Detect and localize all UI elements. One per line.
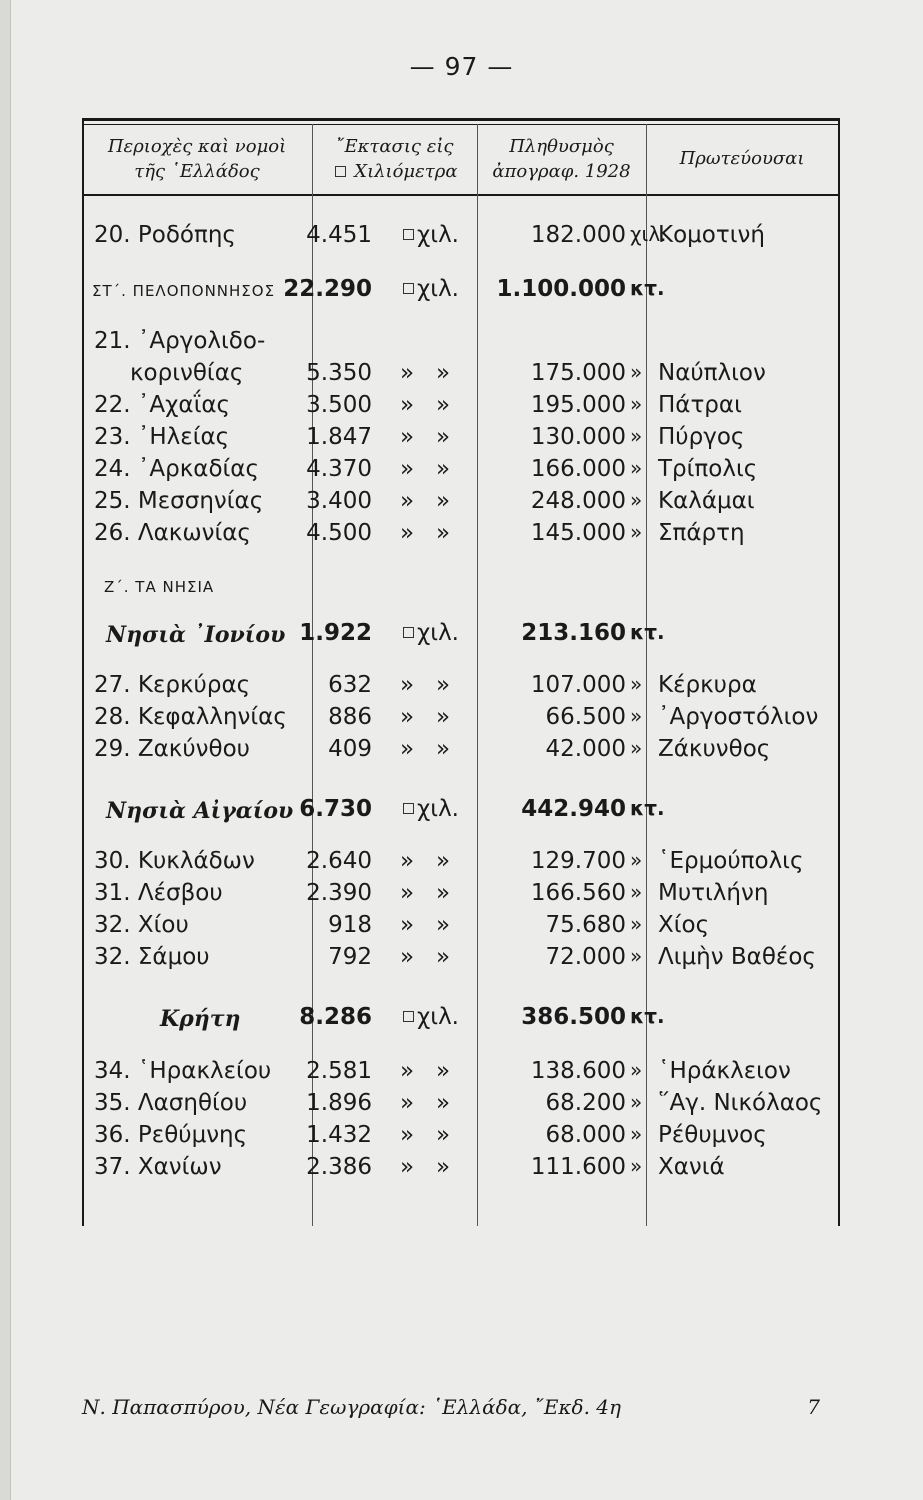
footer-citation: Ν. Παπασπύρου, Νέα Γεωγραφία: ῾Ελλάδα, ῎Εκδ. 4η: [82, 1395, 622, 1419]
unit-text: χιλ.: [417, 620, 459, 646]
row-pop: 42.000: [545, 736, 626, 762]
row-pop: 68.200: [545, 1090, 626, 1116]
row-pop-unit: χιλ.: [630, 222, 667, 246]
section-pop: 386.500: [521, 1004, 626, 1030]
row-pop: 195.000: [530, 392, 626, 418]
row-pop: 130.000: [530, 424, 626, 450]
row-area: 918: [328, 912, 372, 938]
row-area: 2.390: [306, 880, 372, 906]
section-label: Ζ΄. ΤΑ ΝΗΣΙΑ: [104, 578, 215, 596]
ditto-marks: » »: [400, 1058, 451, 1084]
section-area: 1.922: [299, 620, 372, 646]
ditto-mark: »: [630, 944, 643, 968]
row-pop: 107.000: [530, 672, 626, 698]
row-capital: Χίος: [658, 912, 710, 938]
ditto-mark: »: [630, 672, 643, 696]
row-name: 34. ῾Ηρακλείου: [94, 1058, 272, 1084]
section-pop-unit: κτ.: [630, 620, 665, 644]
row-name: 21. ᾿Αργολιδο-: [94, 328, 266, 354]
row-area: 792: [328, 944, 372, 970]
square-symbol-icon: [403, 283, 414, 294]
row-area: 2.386: [306, 1154, 372, 1180]
row-name: 20. Ροδόπης: [94, 222, 236, 248]
section-label: Νησιὰ ᾿Ιονίου: [106, 622, 286, 648]
ditto-marks: » »: [400, 736, 451, 762]
ditto-marks: » »: [400, 848, 451, 874]
row-capital: Ρέθυμνος: [658, 1122, 767, 1148]
row-pop: 129.700: [530, 848, 626, 874]
table-row: [82, 880, 840, 912]
header-population-line2: ἀπογραφ. 1928: [492, 161, 631, 182]
row-area: 4.500: [306, 520, 372, 546]
row-capital: Καλάμαι: [658, 488, 755, 514]
table-row: [82, 912, 840, 944]
unit-text: χιλ.: [417, 796, 459, 822]
row-pop: 175.000: [530, 360, 626, 386]
row-pop: 138.600: [530, 1058, 626, 1084]
row-capital: Ζάκυνθος: [658, 736, 771, 762]
table-row: [82, 672, 840, 704]
table-row: [82, 520, 840, 552]
table-row: [82, 360, 840, 392]
ditto-marks: » »: [400, 456, 451, 482]
ditto-mark: »: [630, 1154, 643, 1178]
ditto-mark: »: [630, 736, 643, 760]
unit-text: χιλ.: [417, 276, 459, 302]
section-pop-unit: κτ.: [630, 1004, 665, 1028]
table-row: [82, 1154, 840, 1186]
table-row: [82, 1090, 840, 1122]
page-edge: [0, 0, 11, 1500]
row-area: 886: [328, 704, 372, 730]
row-pop: 166.000: [530, 456, 626, 482]
section-area: 8.286: [299, 1004, 372, 1030]
row-area: 1.896: [306, 1090, 372, 1116]
row-pop: 72.000: [545, 944, 626, 970]
row-capital: Ναύπλιον: [658, 360, 766, 386]
table-row: [82, 1058, 840, 1090]
section-area: 22.290: [283, 276, 372, 302]
row-capital: ᾿Αργοστόλιον: [658, 704, 819, 730]
row-pop: 111.600: [530, 1154, 626, 1180]
section-label: ΣΤ΄. ΠΕΛΟΠΟΝΝΗΣΟΣ: [92, 282, 276, 300]
header-area-line2: [312, 159, 477, 184]
row-pop: 66.500: [545, 704, 626, 730]
row-capital: Σπάρτη: [658, 520, 745, 546]
header-area-line2-text: Χιλιόμετρα: [354, 161, 458, 182]
ditto-mark: »: [630, 1122, 643, 1146]
unit-text: χιλ.: [417, 1004, 459, 1030]
row-name: 35. Λασηθίου: [94, 1090, 248, 1116]
header-regions-line1: Περιοχὲς καὶ νομοὶ: [107, 136, 287, 157]
ditto-mark: »: [630, 456, 643, 480]
header-regions-line2: τῆς ῾Ελλάδος: [134, 161, 260, 182]
ditto-marks: » »: [400, 880, 451, 906]
row-capital: Λιμὴν Βαθέος: [658, 944, 816, 970]
unit-text: χιλ.: [417, 222, 459, 248]
table-top-rule: [82, 118, 840, 121]
row-pop: 145.000: [530, 520, 626, 546]
section-pop-unit: κτ.: [630, 796, 665, 820]
table-row: [82, 704, 840, 736]
row-capital: ῞Αγ. Νικόλαος: [658, 1090, 823, 1116]
row-name: 26. Λακωνίας: [94, 520, 251, 546]
row-capital: Πύργος: [658, 424, 745, 450]
ditto-marks: » »: [400, 424, 451, 450]
square-symbol-icon: [403, 803, 414, 814]
section-pop: 1.100.000: [496, 276, 626, 302]
ditto-mark: »: [630, 880, 643, 904]
header-area: [312, 134, 477, 184]
row-name: 31. Λέσβου: [94, 880, 223, 906]
header-population: [477, 134, 646, 184]
ditto-marks: » »: [400, 1122, 451, 1148]
header-population-line1: Πληθυσμὸς: [509, 136, 614, 157]
table-row: [82, 392, 840, 424]
ditto-mark: »: [630, 1090, 643, 1114]
square-symbol-icon: [403, 627, 414, 638]
footer-page-number: 7: [807, 1395, 820, 1419]
row-name: 28. Κεφαλληνίας: [94, 704, 287, 730]
footer: [82, 1395, 840, 1419]
row-name: 24. ᾿Αρκαδίας: [94, 456, 259, 482]
ditto-mark: »: [630, 704, 643, 728]
ditto-marks: » »: [400, 672, 451, 698]
section-area-unit: [400, 796, 459, 822]
row-capital: Χανιά: [658, 1154, 725, 1180]
table-row: [82, 424, 840, 456]
section-area-unit: [400, 276, 459, 302]
section-label: Νησιὰ Αἰγαίου: [106, 798, 294, 824]
row-name-cont: κορινθίας: [130, 360, 244, 386]
square-symbol-icon: [403, 1011, 414, 1022]
section-pop: 213.160: [521, 620, 626, 646]
ditto-marks: » »: [400, 1090, 451, 1116]
row-area: 409: [328, 736, 372, 762]
row-pop: 166.560: [530, 880, 626, 906]
row-pop: 75.680: [545, 912, 626, 938]
row-pop: 182.000: [530, 222, 626, 248]
square-symbol-icon: [403, 229, 414, 240]
section-area-unit: [400, 620, 459, 646]
row-name: 30. Κυκλάδων: [94, 848, 255, 874]
row-capital: Τρίπολις: [658, 456, 758, 482]
row-area: 632: [328, 672, 372, 698]
ditto-marks: » »: [400, 944, 451, 970]
page-number: — 97 —: [409, 52, 514, 81]
ditto-marks: » »: [400, 1154, 451, 1180]
ditto-mark: »: [630, 520, 643, 544]
ditto-marks: » »: [400, 520, 451, 546]
section-area: 6.730: [299, 796, 372, 822]
table-row: [82, 488, 840, 520]
row-area-unit: [400, 222, 459, 248]
section-pop-unit: κτ.: [630, 276, 665, 300]
row-area: 4.451: [306, 222, 372, 248]
data-table: [82, 118, 840, 1226]
header-regions: [82, 134, 312, 184]
row-pop: 68.000: [545, 1122, 626, 1148]
header-area-line1: ῎Εκτασις εἰς: [335, 136, 454, 157]
ditto-marks: » »: [400, 360, 451, 386]
ditto-marks: » »: [400, 392, 451, 418]
row-capital: ῾Ηράκλειον: [658, 1058, 791, 1084]
ditto-mark: »: [630, 360, 643, 384]
section-area-unit: [400, 1004, 459, 1030]
row-name: 27. Κερκύρας: [94, 672, 251, 698]
ditto-marks: » »: [400, 488, 451, 514]
table-row: [82, 1122, 840, 1154]
row-name: 36. Ρεθύμνης: [94, 1122, 248, 1148]
table-row-rodopi: [82, 222, 840, 254]
row-name: 37. Χανίων: [94, 1154, 222, 1180]
row-capital: Πάτραι: [658, 392, 742, 418]
header-rule: [82, 194, 840, 196]
ditto-mark: »: [630, 488, 643, 512]
row-area: 3.500: [306, 392, 372, 418]
row-pop: 248.000: [530, 488, 626, 514]
table-top-rule-thin: [82, 124, 840, 125]
header-capitals: Πρωτεύουσαι: [679, 148, 805, 169]
table-row: [82, 456, 840, 488]
section-label: Κρήτη: [160, 1006, 241, 1032]
row-name: 23. ᾿Ηλείας: [94, 424, 230, 450]
row-name: 29. Ζακύνθου: [94, 736, 250, 762]
row-capital: Κομοτινή: [658, 222, 765, 248]
ditto-mark: »: [630, 1058, 643, 1082]
ditto-mark: »: [630, 424, 643, 448]
row-name: 32. Σάμου: [94, 944, 210, 970]
row-name: 32. Χίου: [94, 912, 189, 938]
ditto-marks: » »: [400, 704, 451, 730]
ditto-mark: »: [630, 912, 643, 936]
table-row: [82, 328, 840, 360]
row-capital: ῾Ερμούπολις: [658, 848, 804, 874]
row-area: 4.370: [306, 456, 372, 482]
row-area: 5.350: [306, 360, 372, 386]
row-area: 1.432: [306, 1122, 372, 1148]
table-row: [82, 848, 840, 880]
section-pop: 442.940: [521, 796, 626, 822]
table-row: [82, 944, 840, 976]
row-area: 1.847: [306, 424, 372, 450]
row-area: 2.581: [306, 1058, 372, 1084]
row-capital: Κέρκυρα: [658, 672, 757, 698]
ditto-mark: »: [630, 848, 643, 872]
row-capital: Μυτιλήνη: [658, 880, 769, 906]
table-row: [82, 736, 840, 768]
row-name: 22. ᾿Αχαΐας: [94, 392, 231, 418]
row-area: 2.640: [306, 848, 372, 874]
ditto-marks: » »: [400, 912, 451, 938]
row-name: 25. Μεσσηνίας: [94, 488, 264, 514]
row-area: 3.400: [306, 488, 372, 514]
square-symbol-icon: [335, 166, 346, 177]
ditto-mark: »: [630, 392, 643, 416]
